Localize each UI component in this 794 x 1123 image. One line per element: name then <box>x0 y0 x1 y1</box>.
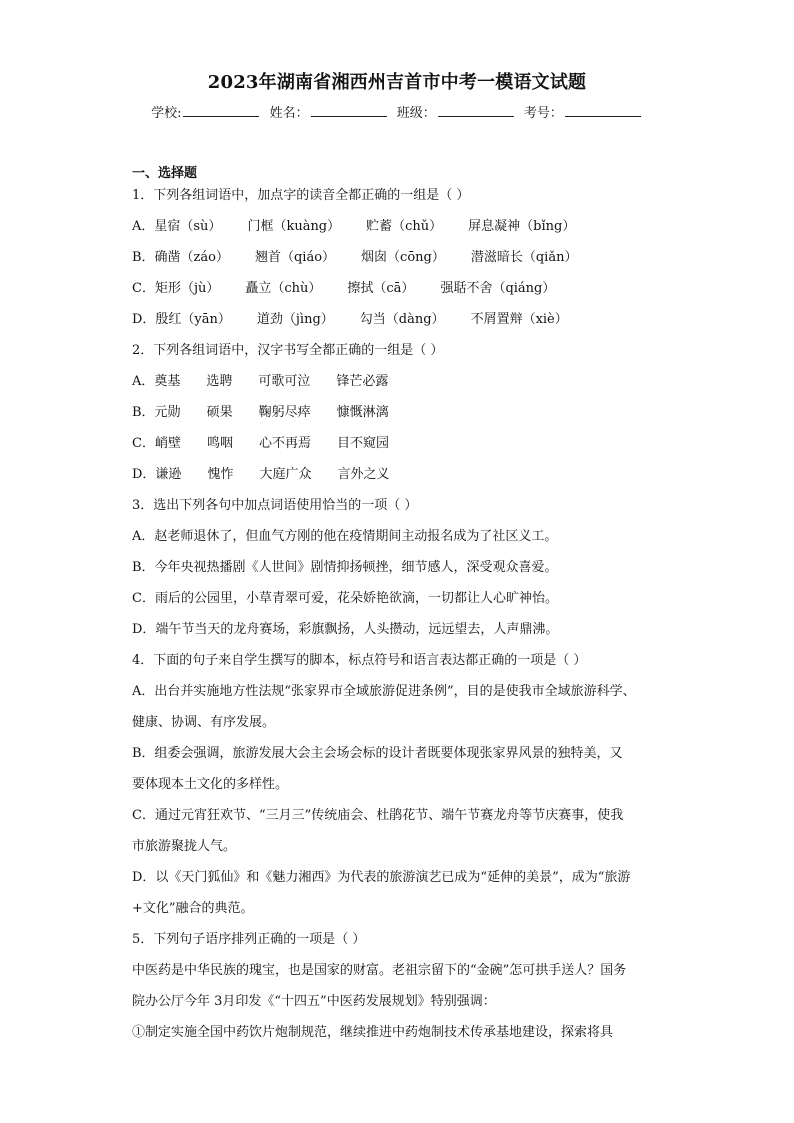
q2-option-a: A．奠基 选聘 可歌可泣 锋芒必露 <box>132 374 389 389</box>
q3-option-b: B．今年央视热播剧《人世间》剧情抑扬顿挫，细节感人，深受观众喜爱。 <box>132 560 558 575</box>
school-label: 学校: <box>151 106 182 121</box>
q2-option-c: C．峭壁 鸣咽 心不再焉 目不窥园 <box>132 436 389 451</box>
q3-option-d: D．端午节当天的龙舟赛场，彩旗飘扬，人头攒动，远远望去，人声鼎沸。 <box>132 622 559 637</box>
exam-content <box>132 164 662 1054</box>
section-heading: 一、选择题 <box>132 166 198 181</box>
exam-number-label: 考号： <box>523 106 563 121</box>
q4-option-b-line2: 要体现本土文化的多样性。 <box>132 777 289 792</box>
q5-passage-line1: 中医药是中华民族的瑰宝，也是国家的财富。老祖宗留下的“金碗”怎可拱手送人？国务 <box>132 963 627 978</box>
question-3-stem: 3．选出下列各句中加点词语使用恰当的一项（ ） <box>132 498 418 513</box>
question-2-stem: 2．下列各组词语中，汉字书写全都正确的一组是（ ） <box>132 343 444 358</box>
q1-option-d: D．殷红（yān） 道劲（jìng） 勾当（dàng） 不屑置辩（xiè） <box>132 312 568 327</box>
q3-option-c: C．雨后的公园里，小草青翠可爱，花朵娇艳欲滴，一切都让人心旷神怡。 <box>132 591 558 606</box>
class-blank <box>438 104 514 117</box>
school-blank <box>183 104 259 117</box>
q3-option-a: A．赵老师退休了，但血气方刚的他在疫情期间主动报名成为了社区义工。 <box>132 529 558 544</box>
question-5-stem: 5．下列句子语序排列正确的一项是（ ） <box>132 932 366 947</box>
q4-option-c-line1: C．通过元宵狂欢节、“三月三”传统庙会、杜鹃花节、端午节赛龙舟等节庆赛事，使我 <box>132 808 624 823</box>
q5-passage-line3: ①制定实施全国中药饮片炮制规范，继续推进中药炮制技术传承基地建设，探索将具 <box>132 1025 614 1040</box>
q4-option-a-line2: 健康、协调、有序发展。 <box>132 715 276 730</box>
q2-option-d: D．谦逊 愧怍 大庭广众 言外之义 <box>132 467 390 482</box>
question-1-stem: 1．下列各组词语中，加点字的读音全都正确的一组是（ ） <box>132 188 470 203</box>
q1-option-b: B．确凿（záo） 翘首（qiáo） 烟囱（cōng） 潜滋暗长（qiǎn） <box>132 250 578 265</box>
name-blank <box>311 104 387 117</box>
exam-number-blank <box>565 104 641 117</box>
name-label: 姓名： <box>269 106 309 121</box>
student-info-row <box>0 102 794 121</box>
class-label: 班级： <box>396 106 436 121</box>
q4-option-a-line1: A．出台并实施地方性法规“张家界市全域旅游促进条例”，目的是使我市全域旅游科学、 <box>132 684 636 699</box>
exam-title: 2023年湖南省湘西州吉首市中考一模语文试题 <box>207 72 587 93</box>
q4-option-d-line2: +文化”融合的典范。 <box>132 901 254 916</box>
q2-option-b: B．元勋 硕果 鞠躬尽瘁 慷慨淋漓 <box>132 405 389 420</box>
q4-option-c-line2: 市旅游聚拢人气。 <box>132 839 237 854</box>
q1-option-a: A．星宿（sù） 门框（kuàng） 贮蓄（chǔ） 屏息凝神（bǐng） <box>132 219 576 234</box>
q4-option-b-line1: B．组委会强调，旅游发展大会主会场会标的设计者既要体现张家界风景的独特美，又 <box>132 746 623 761</box>
q4-option-d-line1: D．以《天门狐仙》和《魅力湘西》为代表的旅游演艺已成为“延伸的美景”，成为“旅游 <box>132 870 631 885</box>
q5-passage-line2: 院办公厅今年 3月印发《“十四五”中医药发展规划》特别强调： <box>132 994 496 1009</box>
q1-option-c: C．矩形（jù） 矗立（chù） 擦拭（cā） 强聒不舍（qiáng） <box>132 281 556 296</box>
question-4-stem: 4．下面的句子来自学生撰写的脚本，标点符号和语言表达都正确的一项是（ ） <box>132 653 587 668</box>
